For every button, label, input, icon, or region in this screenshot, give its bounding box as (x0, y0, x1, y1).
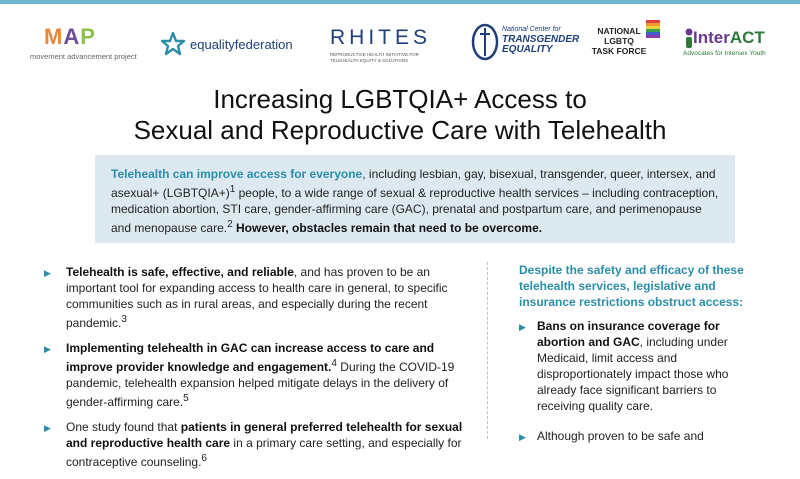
right-column (519, 262, 759, 458)
equality-federation-logo (160, 31, 300, 61)
ncte-logo (470, 22, 590, 66)
footnote-ref: 6 (201, 453, 207, 464)
interact-subtitle: Advocates for Intersex Youth (683, 50, 766, 57)
triangle-bullet-icon: ▶ (44, 344, 51, 354)
footnote-ref: 2 (227, 219, 233, 230)
rainbow-flag-icon (646, 20, 660, 38)
task-force-text: NATIONAL LGBTQ TASK FORCE (591, 26, 647, 56)
ncte-emblem-icon (470, 22, 500, 62)
list-item: ▶ One study found that patients in general preferred telehealth for sexual and reproductive health care in a primary care setting, and especially for contraceptive counseling.$^6$ (44, 420, 463, 469)
top-accent-bar (0, 0, 800, 4)
rhites-wordmark: RHITES (330, 26, 432, 49)
map-logo (30, 24, 142, 64)
footnote-ref: 4 (331, 358, 337, 369)
list-item: ▶ Bans on insurance coverage for abortion and GAC, including under Medicaid, limit access and disproportionately impact those who already face significant barriers to receiving quality care. (519, 319, 729, 413)
map-wordmark: MAP (44, 24, 96, 49)
ncte-big-text: TRANSGENDER EQUALITY (502, 34, 580, 55)
left-column (40, 264, 472, 479)
footnote-ref: 5 (183, 393, 189, 404)
list-item: ▶ Although proven to be safe and (519, 429, 704, 443)
column-divider (487, 262, 488, 439)
footnote-ref: 3 (121, 314, 127, 325)
interact-wordmark: InterACT (693, 28, 765, 47)
intro-lead: Telehealth can improve access for everyone (111, 167, 363, 181)
intro-body-2: people, to a wide range of sexual & reproductive health services – including contraception, medication abortion, STI care, gender-affirming care (GAC), prenatal and postpartum care, and perimenopause and menopause care. (111, 186, 719, 235)
intro-body: , including lesbian, gay, bisexual, transgender, queer, intersex, and asexual+ (LGBTQIA+) (111, 167, 716, 200)
list-item: ▶ Telehealth is safe, effective, and reliable, and has proven to be an important tool for expanding access to health care in general, to specific communities such as in rural areas, and especially during the recent pandemic.$^3$ (44, 265, 448, 330)
footnote-ref: 1 (229, 184, 236, 195)
equality-federation-text: equalityfederation (190, 37, 293, 52)
intro-box (95, 155, 735, 243)
map-subtitle: movement advancement project (30, 52, 137, 61)
triangle-bullet-icon: ▶ (44, 423, 51, 433)
list-item: ▶ Implementing telehealth in GAC can increase access to care and improve provider knowledge and engagement.$^4$ During the COVID-19 pandemic, telehealth expansion helped mitigate delays in the delivery of gender-affirming care.$^5$ (44, 341, 455, 409)
star-icon (160, 31, 186, 57)
page-title: Increasing LGBTQIA+ Access to Sexual and Reproductive Care with Telehealth (133, 84, 667, 145)
rhites-logo (328, 26, 440, 70)
task-force-logo (590, 18, 660, 64)
interact-logo (683, 28, 788, 64)
rhites-subtitle: REPRODUCTIVE HEALTH INITIATIVE FOR TELEHEALTH EQUITY & SOLUTIONS (330, 52, 419, 63)
intro-closing: However, obstacles remain that need to be overcome. (232, 221, 543, 235)
right-column-heading: Despite the safety and efficacy of these telehealth services, legislative and insurance restrictions obstruct access: (519, 263, 744, 309)
triangle-bullet-icon: ▶ (44, 268, 51, 278)
triangle-bullet-icon: ▶ (519, 322, 526, 332)
triangle-bullet-icon: ▶ (519, 432, 526, 442)
ncte-small-text: National Center for (502, 26, 561, 33)
